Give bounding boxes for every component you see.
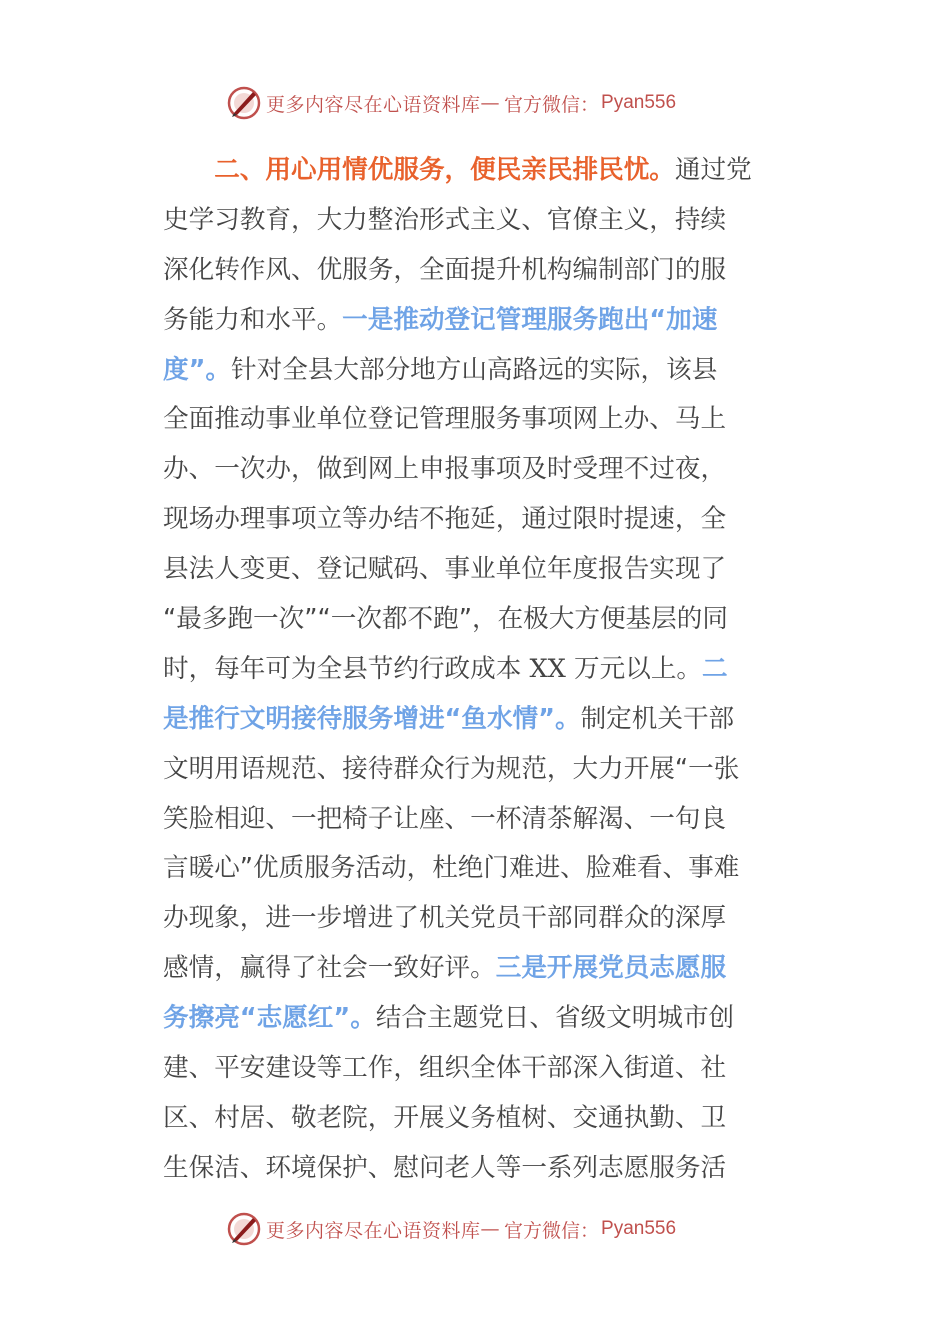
- article-line: [163, 1144, 789, 1194]
- body-text: “最多跑一次”“一次都不跑”，在极大方便基层的同: [163, 604, 728, 635]
- subsection-heading: 一是推动登记管理服务跑出“加速: [342, 304, 718, 335]
- body-text: 制定机关干部: [580, 703, 735, 734]
- subsection-heading: 是推行文明接待服务增进“鱼水情”。: [163, 703, 581, 734]
- article-line: [163, 246, 789, 296]
- body-text: 言暖心”优质服务活动，杜绝门难进、脸难看、事难: [163, 853, 740, 884]
- body-text: 县法人变更、登记赋码、事业单位年度报告实现了: [163, 554, 727, 585]
- body-text: 针对全县大部分地方山高路远的实际，该县: [231, 354, 718, 385]
- body-text: 时，每年可为全县节约行政成本: [163, 653, 530, 684]
- article-line: [163, 944, 789, 994]
- body-text: 建、平安建设等工作，组织全体干部深入街道、社: [163, 1053, 727, 1084]
- body-text: 现场办理事项立等办结不拖延，通过限时提速，全: [163, 504, 727, 535]
- article-line: [163, 795, 789, 845]
- banner-wechat-label: 官方微信：: [504, 1219, 600, 1242]
- body-text: 区、村居、敬老院，开展义务植树、交通执勤、卫: [163, 1102, 727, 1133]
- article-line: [163, 1044, 789, 1094]
- body-text: 笑脸相迎、一把椅子让座、一杯清茶解渴、一句良: [163, 803, 727, 834]
- body-text: 深化转作风、优服务，全面提升机构编制部门的服: [163, 254, 727, 285]
- section-heading: 二、用心用情优服务，便民亲民排民忧。: [214, 155, 675, 185]
- pen-logo-icon: [226, 85, 262, 121]
- article-line: [163, 645, 789, 695]
- article-line: [163, 894, 789, 944]
- pen-logo-icon: [226, 1211, 262, 1247]
- body-text: 办现象，进一步增进了机关党员干部同群众的深厚: [163, 903, 727, 934]
- body-text: 结合主题党日、省级文明城市创: [375, 1003, 735, 1034]
- banner-site-text: 更多内容尽在心语资料库: [266, 93, 481, 116]
- body-text: 务能力和水平。: [163, 304, 343, 335]
- footer-watermark-banner: [0, 1209, 950, 1249]
- banner-dash: —: [480, 92, 501, 114]
- body-text: XX: [529, 653, 566, 684]
- article-body: [163, 146, 789, 1194]
- article-line: [163, 745, 789, 795]
- body-text: 生保洁、环境保护、慰问老人等一系列志愿服务活: [163, 1152, 727, 1183]
- header-watermark-banner: [0, 83, 950, 123]
- article-line: [163, 445, 789, 495]
- banner-dash: —: [480, 1218, 501, 1240]
- banner-site-text: 更多内容尽在心语资料库: [266, 1219, 481, 1242]
- article-line: [163, 196, 789, 246]
- body-text: 感情，赢得了社会一致好评。: [163, 953, 496, 984]
- article-line: [163, 1094, 789, 1144]
- body-text: 全面推动事业单位登记管理服务事项网上办、马上: [163, 404, 727, 435]
- subsection-heading: 三是开展党员志愿服: [495, 953, 727, 984]
- subsection-heading: 二: [702, 653, 728, 684]
- article-line: [163, 844, 789, 894]
- article-line: [163, 346, 789, 396]
- body-text: 文明用语规范、接待群众行为规范，大力开展“一张: [163, 753, 740, 784]
- article-line: [163, 495, 789, 545]
- subsection-heading: 度”。: [163, 354, 232, 385]
- article-line: [163, 395, 789, 445]
- article-line: [163, 545, 789, 595]
- banner-wechat-id: Pyan556: [601, 92, 677, 113]
- body-text: 通过党: [674, 155, 752, 185]
- body-text: 办、一次办，做到网上申报事项及时受理不过夜，: [163, 454, 727, 485]
- banner-wechat-id: Pyan556: [601, 1218, 677, 1239]
- paragraph-indent: [163, 155, 214, 185]
- subsection-heading: 务擦亮“志愿红”。: [163, 1003, 376, 1034]
- body-text: 史学习教育，大力整治形式主义、官僚主义，持续: [163, 204, 727, 235]
- banner-wechat-label: 官方微信：: [504, 93, 600, 116]
- article-line: [163, 695, 789, 745]
- article-line: [163, 146, 789, 196]
- article-line: [163, 994, 789, 1044]
- article-line: [163, 595, 789, 645]
- article-line: [163, 296, 789, 346]
- body-text: 万元以上。: [565, 653, 703, 684]
